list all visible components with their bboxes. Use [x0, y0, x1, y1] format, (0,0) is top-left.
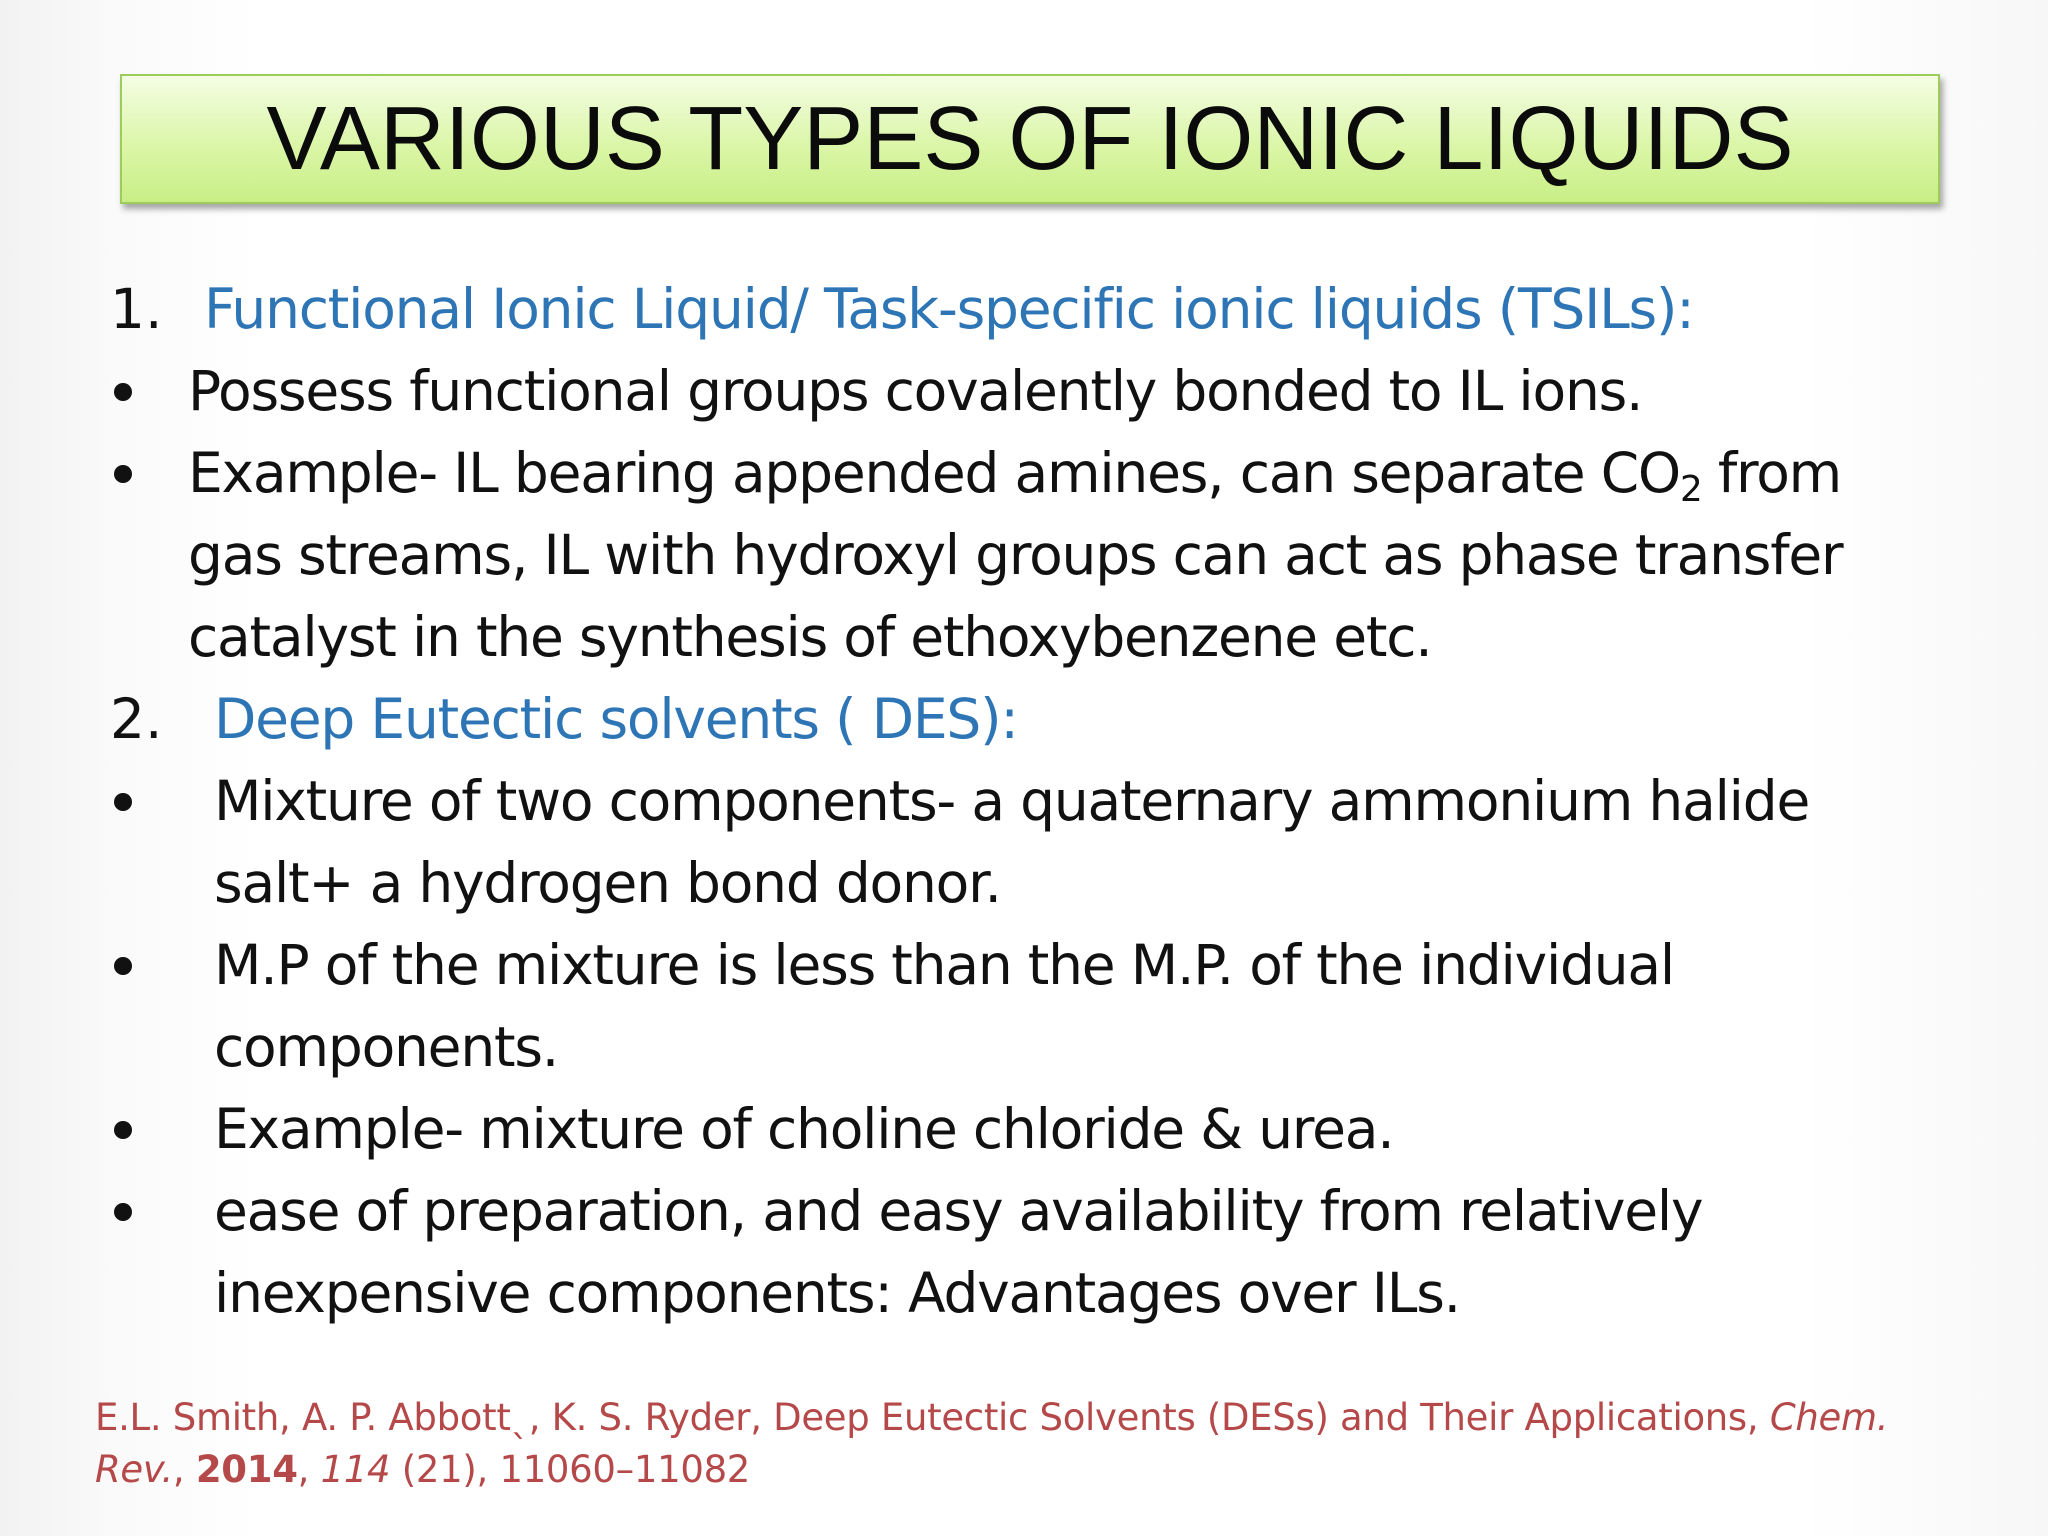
section2-bullet4-line2: inexpensive components: Advantages over ILs. — [214, 1261, 1460, 1325]
section1-bullet2-line2: gas streams, IL with hydroxyl groups can act as phase transfer — [188, 523, 1843, 587]
bullet-icon — [114, 793, 132, 811]
bullet-icon — [114, 465, 132, 483]
bullet-icon — [114, 383, 132, 401]
reference-line2: Rev., 2014, 114 (21), 11060–11082 — [95, 1448, 751, 1491]
section2-bullet3: Example- mixture of choline chloride & urea. — [214, 1097, 1394, 1161]
section1-bullet2-line1: Example- IL bearing appended amines, can separate $CO_2$ from — [188, 441, 1842, 510]
bullet-icon — [114, 1121, 132, 1139]
section1-bullet2-line3: catalyst in the synthesis of ethoxybenzene etc. — [188, 605, 1432, 669]
title-banner — [120, 74, 1940, 204]
section2-bullet1-line2: salt+ a hydrogen bond donor. — [214, 851, 1001, 915]
section2-bullet4-line1: ease of preparation, and easy availability from relatively — [214, 1179, 1703, 1243]
section1-heading: Functional Ionic Liquid/ Task-specific ionic liquids (TSILs): — [204, 277, 1694, 341]
section2-heading: Deep Eutectic solvents ( DES): — [214, 687, 1018, 751]
section2-bullet1-line1: Mixture of two components- a quaternary ammonium halide — [214, 769, 1810, 833]
section1-bullet1: Possess functional groups covalently bonded to IL ions. — [188, 359, 1643, 423]
bullet-icon — [114, 957, 132, 975]
bullet-icon — [114, 1203, 132, 1221]
section2-number: 2. — [110, 687, 163, 751]
reference-line1: E.L. Smith, A. P. Abbottˎ, K. S. Ryder, Deep Eutectic Solvents (DESs) and Their Applications, Chem. — [95, 1396, 1889, 1439]
section2-bullet2-line1: M.P of the mixture is less than the M.P. of the individual — [214, 933, 1674, 997]
section1-number: 1. — [110, 277, 163, 341]
slide-title: VARIOUS TYPES OF IONIC LIQUIDS — [266, 88, 1794, 189]
section2-bullet2-line2: components. — [214, 1015, 559, 1079]
